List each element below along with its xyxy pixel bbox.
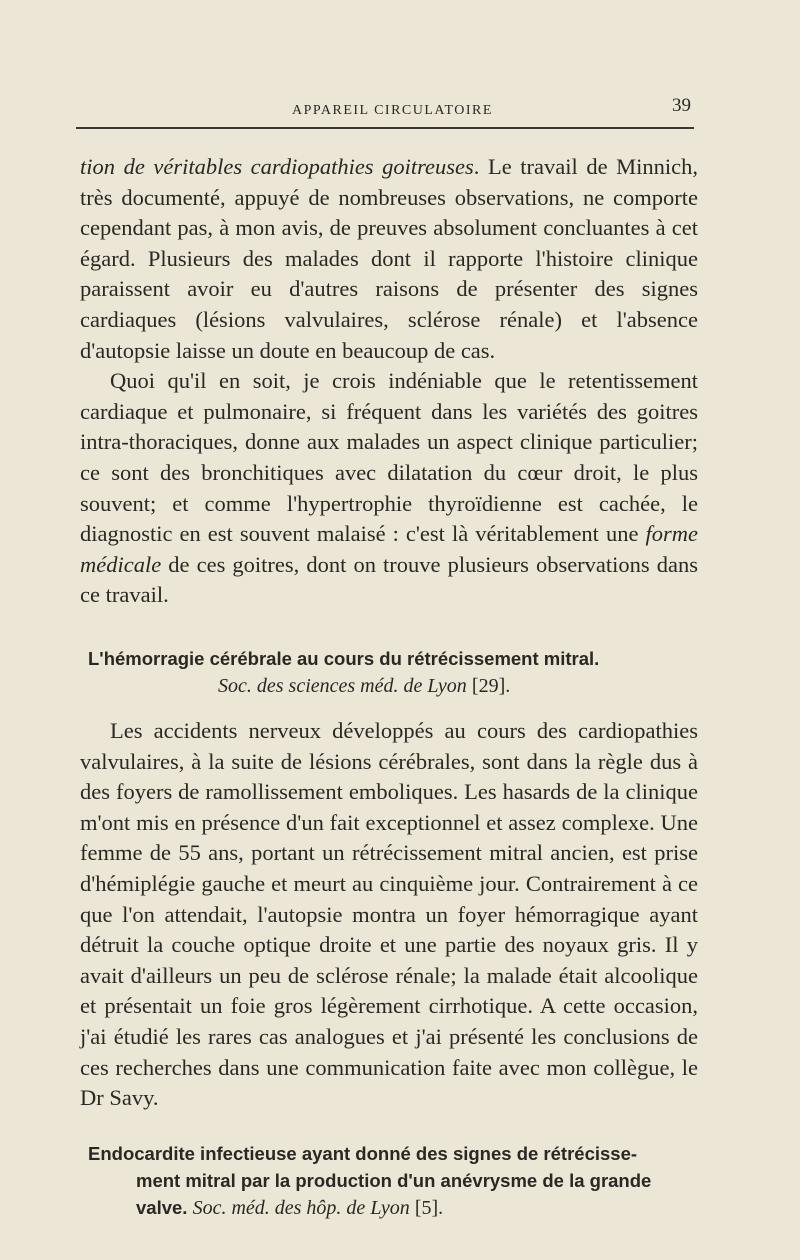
paragraph-text: Quoi qu'il en soit, je crois indéniable que le retentissement cardiaque et pulmonaire, si fréquent dans les variétés des goitres intra-thoraciques, donne aux malades un aspect clinique particulier; ce sont des bronchitiques avec dilatation du cœur droit, le plus souvent; et comme l'hypertrophie thyroïdienne est cachée, le diagnostic en est souvent malaisé : c'est là véritablement une xyxy=(80,368,698,547)
section-heading-1 xyxy=(88,645,703,700)
running-title: APPAREIL CIRCULATOIRE xyxy=(292,103,493,118)
paragraph-continuation xyxy=(80,152,698,366)
italic-phrase: forme médicale xyxy=(80,521,698,577)
header-rule xyxy=(76,127,694,129)
section-title-line: Endocardite infectieuse ayant donné des signes de rétrécisse- xyxy=(88,1143,638,1164)
reference-number: [29]. xyxy=(471,675,511,697)
paragraph-text: de ces goitres, dont on trouve plusieurs observations dans ce travail. xyxy=(80,551,698,608)
section-title-last-line: valve. Soc. méd. des hôp. de Lyon [5]. xyxy=(136,1197,444,1219)
body-text-top xyxy=(80,152,698,611)
reference-number: [5]. xyxy=(414,1197,444,1219)
section-title-line: ment mitral par la production d'un anévrysme de la grande xyxy=(136,1170,652,1191)
italic-phrase: tion de véritables cardiopathies goitreuses xyxy=(80,154,474,179)
section-title: L'hémorragie cérébrale au cours du rétrécissement mitral. xyxy=(88,648,600,669)
paragraph: Les accidents nerveux développés au cours des cardiopathies valvulaires, à la suite de lésions cérébrales, sont dans la règle dus à des foyers de ramollissement emboliques. Les hasards de la clinique m'ont mis en présence d'un fait exceptionnel et assez complexe. Une femme de 55 ans, portant un rétrécissement mitral ancien, est prise d'hémiplégie gauche et meurt au cinquième jour. Contrairement à ce que l'on attendait, l'autopsie montra un foyer hémorragique ayant détruit la couche optique droite et une partie des noyaux gris. Il y avait d'ailleurs un peu de sclérose rénale; la malade était alcoolique et présentait un foie gros légèrement cirrhotique. A cette occasion, j'ai étudié les rares cas analogues et j'ai présenté les conclusions de ces recherches dans une communication faite avec mon collègue, le Dr Savy. xyxy=(80,718,698,1111)
section-heading-2 xyxy=(88,1140,703,1222)
page-number: 39 xyxy=(672,95,691,116)
section-source: Soc. des sciences méd. de Lyon [29]. xyxy=(218,675,511,697)
section-source: Soc. méd. des hôp. de Lyon xyxy=(192,1197,410,1219)
paragraph xyxy=(80,366,698,611)
body-text-middle xyxy=(80,716,698,1114)
paragraph-text: . Le travail de Minnich, très documenté, appuyé de nombreuses observations, ne comporte cependant pas, à mon avis, de preuves absolument concluantes à cet égard. Plusieurs des malades dont il rapporte l'histoire clinique paraissent avoir eu d'autres raisons de présenter des signes cardiaques (lésions valvulaires, sclérose rénale) et l'absence d'autopsie laisse un doute en beaucoup de cas. xyxy=(80,154,698,363)
